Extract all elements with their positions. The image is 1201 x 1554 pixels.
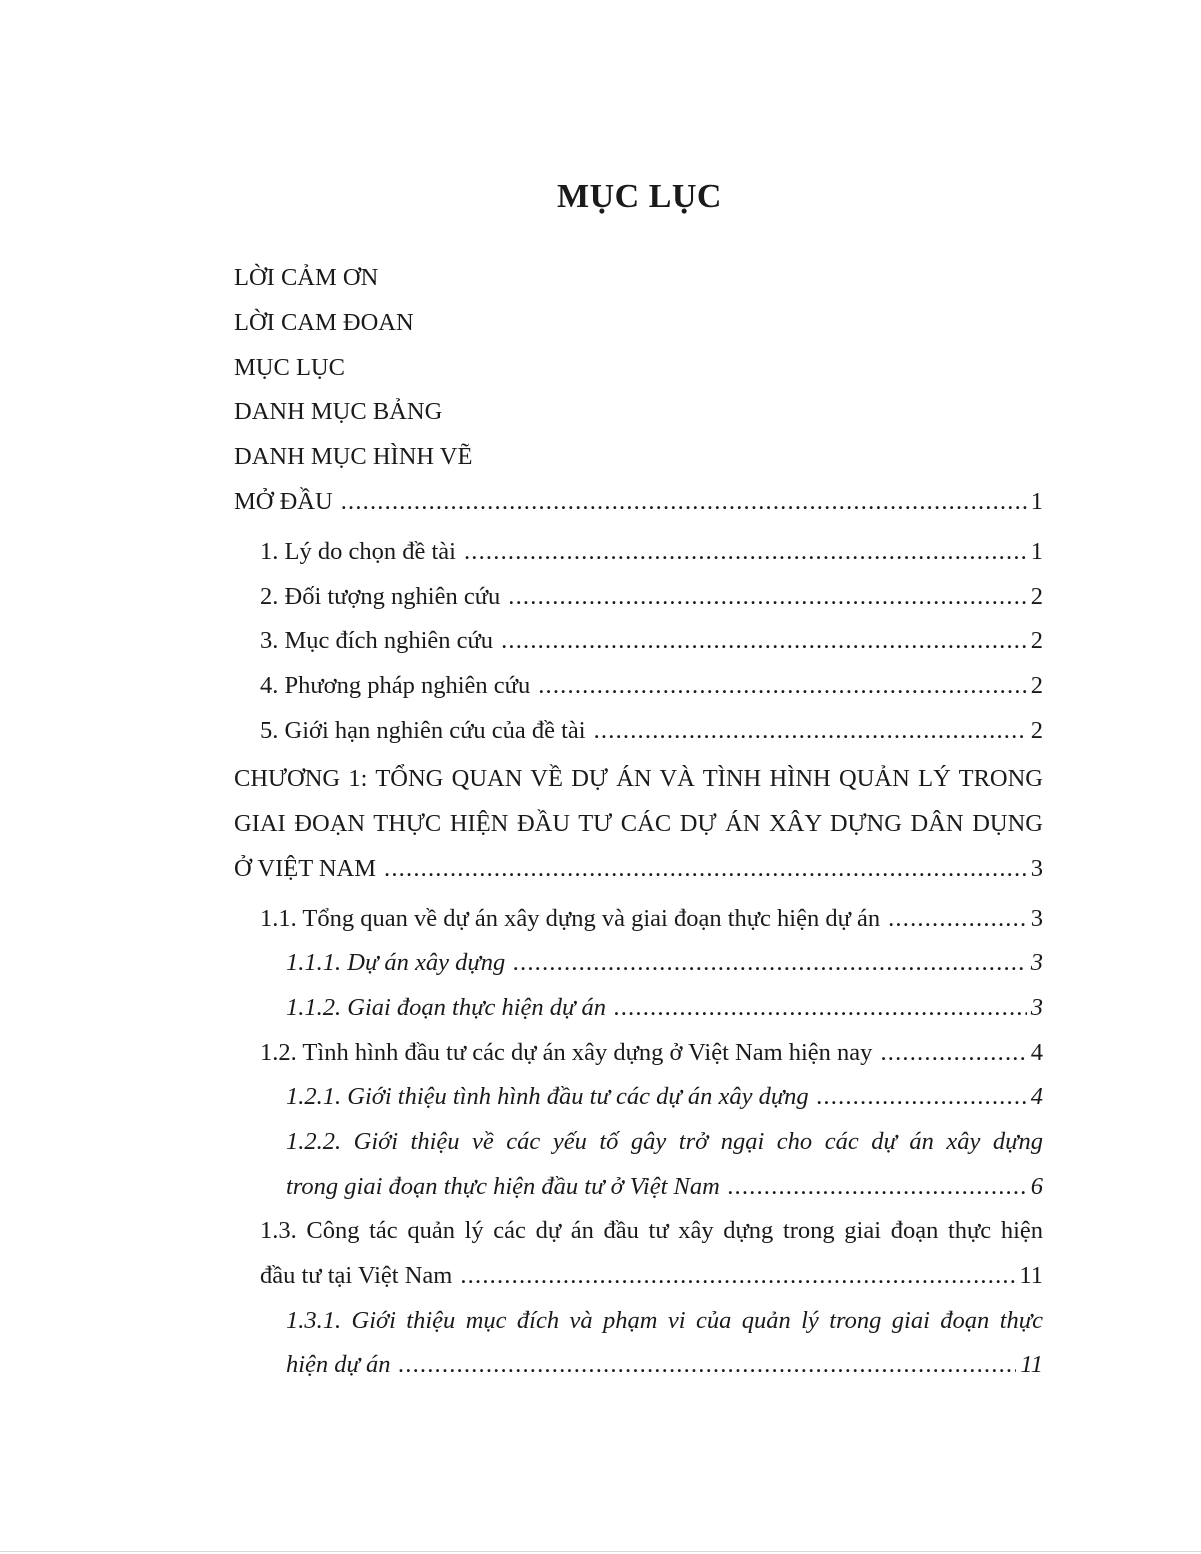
toc-leader-dots: [464, 538, 1027, 566]
page-bottom-edge: [0, 1551, 1201, 1552]
toc-chapter-1-line-2[interactable]: GIAI ĐOẠN THỰC HIỆN ĐẦU TƯ CÁC DỰ ÁN XÂY DỰNG DÂN DỤNG: [234, 810, 1043, 837]
toc-leader-dots: [341, 488, 1027, 516]
toc-page-number: 1: [1030, 538, 1043, 565]
toc-page-number: 4: [1030, 1083, 1043, 1110]
toc-subsection-1-3-1-line-2[interactable]: [286, 1351, 1043, 1383]
toc-page-number: 11: [1020, 1351, 1043, 1378]
toc-subsection-1-1-1[interactable]: [286, 949, 1043, 981]
toc-leader-dots: [538, 672, 1027, 700]
toc-section-1-1[interactable]: [260, 905, 1043, 937]
toc-entry-mo-dau[interactable]: [234, 488, 1043, 520]
page-title: MỤC LỤC: [557, 178, 722, 215]
toc-entry-text: 3. Mục đích nghiên cứu: [260, 627, 494, 654]
toc-page-number: 6: [1030, 1173, 1043, 1200]
toc-leader-dots: [594, 717, 1027, 745]
toc-subsection-1-3-1-line-1[interactable]: 1.3.1. Giới thiệu mục đích và phạm vi của quản lý trong giai đoạn thực: [286, 1307, 1043, 1334]
toc-entry-phuong-phap[interactable]: [260, 672, 1043, 704]
toc-subsection-1-2-1[interactable]: [286, 1083, 1043, 1115]
toc-entry-text: 2. Đối tượng nghiên cứu: [260, 583, 501, 610]
toc-entry-text: trong giai đoạn thực hiện đầu tư ở Việt Nam: [286, 1173, 720, 1200]
toc-section-1-2[interactable]: [260, 1039, 1043, 1071]
toc-leader-dots: [384, 855, 1027, 883]
toc-leader-dots: [888, 905, 1027, 933]
toc-leader-dots: [399, 1351, 1017, 1379]
toc-entry-text: Ở VIỆT NAM: [234, 855, 377, 882]
toc-page-number: 3: [1030, 905, 1043, 932]
toc-entry-gioi-han[interactable]: [260, 717, 1043, 749]
toc-section-1-3-line-2[interactable]: [260, 1262, 1043, 1294]
toc-front-item-loi-cam-doan: LỜI CAM ĐOAN: [234, 309, 414, 336]
toc-page-number: 11: [1019, 1262, 1043, 1289]
toc-page-number: 2: [1030, 717, 1043, 744]
toc-entry-text: 1.2. Tình hình đầu tư các dự án xây dựng ở Việt Nam hiện nay: [260, 1039, 873, 1066]
toc-leader-dots: [501, 627, 1027, 655]
toc-subsection-1-2-2-line-1[interactable]: 1.2.2. Giới thiệu về các yếu tố gây trở ngại cho các dự án xây dựng: [286, 1128, 1043, 1155]
toc-entry-text: 1. Lý do chọn đề tài: [260, 538, 456, 565]
toc-front-item-muc-luc: MỤC LỤC: [234, 354, 345, 381]
toc-page-number: 3: [1030, 855, 1043, 882]
toc-leader-dots: [817, 1083, 1027, 1111]
toc-section-1-3-line-1[interactable]: 1.3. Công tác quản lý các dự án đầu tư xây dựng trong giai đoạn thực hiện: [260, 1217, 1043, 1244]
toc-leader-dots: [880, 1039, 1026, 1067]
toc-entry-text: 1.1.1. Dự án xây dựng: [286, 949, 506, 976]
toc-entry-text: 1.1. Tổng quan về dự án xây dựng và giai đoạn thực hiện dự án: [260, 905, 881, 932]
toc-entry-text: đầu tư tại Việt Nam: [260, 1262, 453, 1289]
toc-entry-ly-do[interactable]: [260, 538, 1043, 570]
toc-subsection-1-2-2-line-2[interactable]: [286, 1173, 1043, 1205]
toc-subsection-1-1-2[interactable]: [286, 994, 1043, 1026]
toc-leader-dots: [728, 1173, 1027, 1201]
toc-chapter-1-line-1[interactable]: CHƯƠNG 1: TỔNG QUAN VỀ DỰ ÁN VÀ TÌNH HÌNH QUẢN LÝ TRONG: [234, 765, 1043, 792]
toc-entry-doi-tuong[interactable]: [260, 583, 1043, 615]
toc-entry-text: hiện dự án: [286, 1351, 391, 1378]
toc-page-number: 2: [1030, 583, 1043, 610]
toc-entry-text: 4. Phương pháp nghiên cứu: [260, 672, 531, 699]
toc-page-number: 3: [1030, 949, 1043, 976]
toc-entry-text: 1.2.1. Giới thiệu tình hình đầu tư các dự án xây dựng: [286, 1083, 809, 1110]
toc-page-number: 3: [1030, 994, 1043, 1021]
toc-page-number: 2: [1030, 672, 1043, 699]
toc-page-number: 1: [1030, 488, 1043, 515]
toc-entry-muc-dich[interactable]: [260, 627, 1043, 659]
toc-front-item-danh-muc-hinh-ve: DANH MỤC HÌNH VẼ: [234, 443, 473, 470]
toc-leader-dots: [508, 583, 1026, 611]
toc-leader-dots: [460, 1262, 1015, 1290]
toc-entry-text: 1.1.2. Giai đoạn thực hiện dự án: [286, 994, 607, 1021]
toc-chapter-1-line-3[interactable]: [234, 855, 1043, 887]
toc-page-number: 2: [1030, 627, 1043, 654]
toc-entry-text: 5. Giới hạn nghiên cứu của đề tài: [260, 717, 586, 744]
toc-front-item-danh-muc-bang: DANH MỤC BẢNG: [234, 398, 443, 425]
toc-leader-dots: [513, 949, 1026, 977]
toc-leader-dots: [614, 994, 1027, 1022]
toc-front-item-loi-cam-on: LỜI CẢM ƠN: [234, 264, 379, 291]
toc-entry-text: MỞ ĐẦU: [234, 488, 333, 515]
toc-page-number: 4: [1030, 1039, 1043, 1066]
